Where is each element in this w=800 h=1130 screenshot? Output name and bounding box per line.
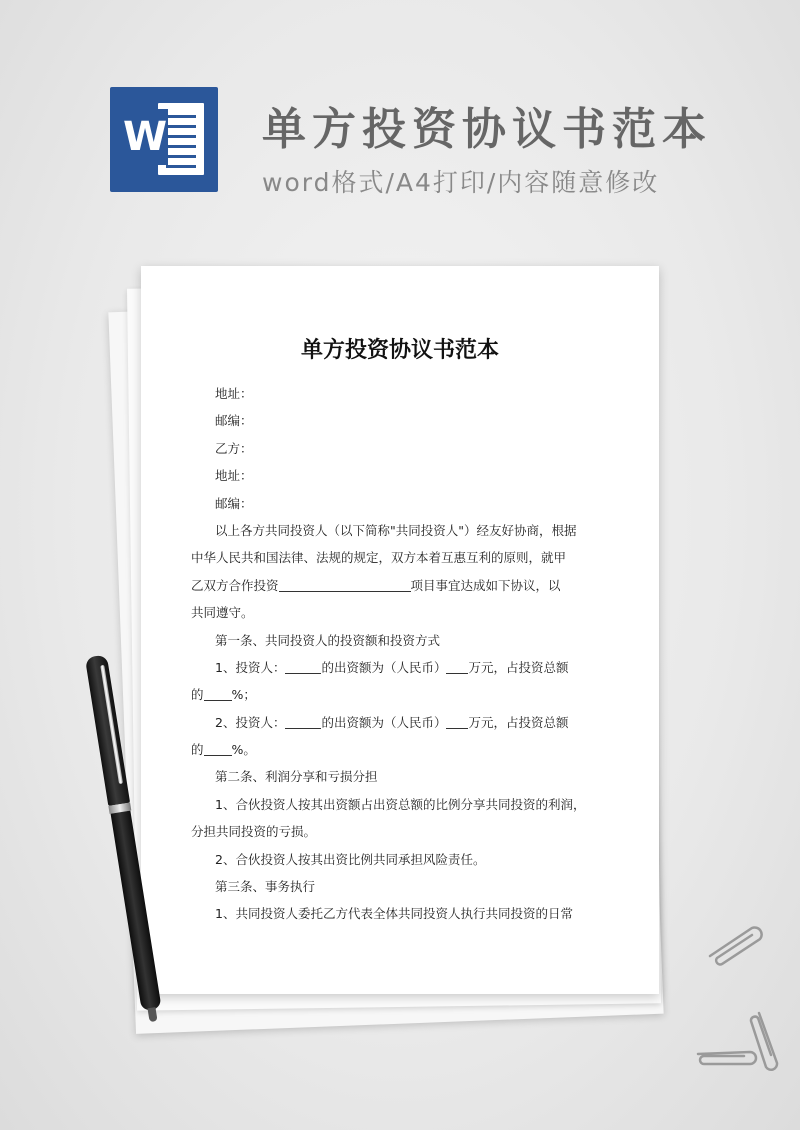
- blank-underline: [279, 577, 411, 592]
- paragraph-line: 中华人民共和国法律、法规的规定，双方本着互惠互利的原则，就甲: [191, 550, 567, 566]
- document-title: 单方投资协议书范本: [300, 338, 499, 363]
- postcode-line-1: 邮编：: [215, 413, 253, 429]
- paragraph-line: 乙双方合作投资 项目事宜达成如下协议，以: [191, 577, 561, 593]
- profit-clause-line: 分担共同投资的亏损。: [191, 824, 317, 840]
- investor-2-line: 2、投资人： 的出资额为（人民币） 万元，占投资总额: [215, 714, 569, 730]
- blank-underline: [446, 659, 468, 674]
- address-line-1: 地址：: [215, 386, 253, 401]
- investor-2-share-line: 的 %。: [191, 742, 256, 758]
- party-b-line: 乙方：: [215, 440, 253, 456]
- section-2-heading: 第二条、利润分享和亏损分担: [215, 769, 378, 785]
- execution-clause-line: 1、共同投资人委托乙方代表全体共同投资人执行共同投资的日常: [215, 906, 573, 922]
- blank-underline: [285, 714, 321, 729]
- blank-underline: [285, 659, 321, 674]
- blank-underline: [204, 741, 232, 756]
- page-title: 单方投资协议书范本: [262, 104, 712, 155]
- risk-clause-line: 2、合伙投资人按其出资比例共同承担风险责任。: [215, 851, 486, 867]
- paragraph-line: 共同遵守。: [191, 605, 254, 621]
- logo-letter: W: [122, 109, 168, 165]
- document-body: [191, 380, 586, 928]
- investor-1-line: 1、投资人： 的出资额为（人民币） 万元，占投资总额: [215, 659, 569, 675]
- blank-underline: [204, 686, 232, 701]
- investor-1-share-line: 的 %；: [191, 687, 256, 703]
- section-1-heading: 第一条、共同投资人的投资额和投资方式: [215, 632, 441, 648]
- word-logo-icon: [110, 87, 218, 192]
- section-3-heading: 第三条、事务执行: [215, 879, 316, 895]
- blank-underline: [446, 714, 468, 729]
- address-line-2: 地址：: [215, 468, 253, 484]
- page-subtitle: word格式/A4打印/内容随意修改: [262, 168, 660, 197]
- document-page: [141, 266, 659, 994]
- paperclip-icon: [692, 1040, 762, 1070]
- paperclip-icon: [700, 918, 770, 968]
- paragraph-line: 以上各方共同投资人（以下简称"共同投资人"）经友好协商，根据: [215, 522, 577, 538]
- postcode-line-2: 邮编：: [215, 495, 253, 511]
- profit-clause-line: 1、合伙投资人按其出资额占出资总额的比例分享共同投资的利润，: [215, 796, 586, 812]
